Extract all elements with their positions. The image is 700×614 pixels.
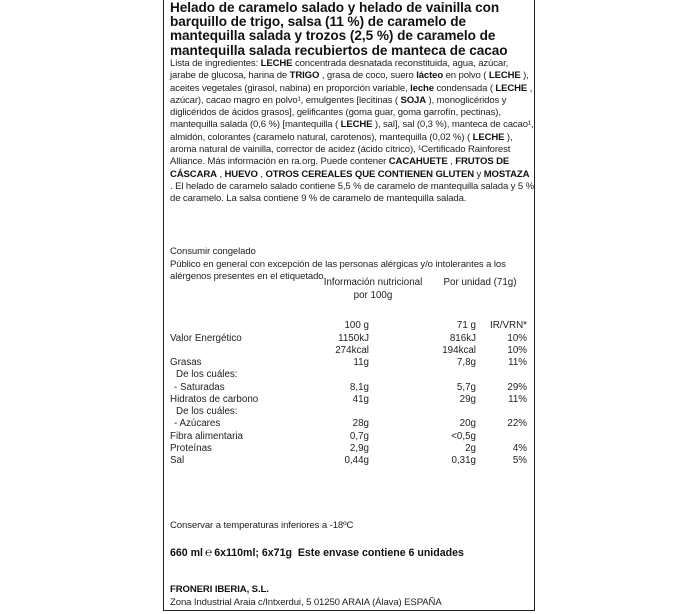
value-pct: 10%	[507, 332, 527, 344]
value-per-unit: 5,7g	[456, 381, 476, 393]
value-per-unit: 2g	[465, 442, 476, 454]
manufacturer-name: FRONERI IBERIA, S.L.	[170, 584, 269, 595]
ingredient-text: ,	[257, 168, 266, 180]
value-pct: 11%	[508, 393, 527, 405]
nutrient-label: - Azúcares	[174, 418, 221, 430]
value-per100: 0,44g	[344, 455, 369, 466]
column-label-per100: 100 g	[344, 320, 369, 331]
value-per-unit: 194kcal	[442, 344, 476, 356]
allergen-text: LECHE	[260, 58, 293, 69]
value-pct: 5%	[512, 455, 527, 466]
nutrition-row	[170, 443, 532, 455]
value-per100: 28g	[352, 418, 369, 430]
ingredient-text: ), monoglicéridos y diglicéridos de ácidos grasos], gelificantes (goma guar, goma garrofín, pectinas), mantequilla salada (0,6 %) [mantequilla (	[170, 94, 507, 131]
ingredient-text: , grasa de coco, suero	[319, 70, 417, 82]
nutrient-label: Hidratos de carbono	[170, 393, 259, 405]
nutrition-row	[170, 418, 532, 430]
allergen-text: LECHE	[472, 131, 505, 143]
value-per100: 41g	[352, 393, 369, 405]
ingredient-text: , azúcar), cacao magro en polvo¹, emulgentes [lecitinas (	[170, 82, 533, 106]
value-per-unit: 816kJ	[449, 332, 476, 344]
ingredient-text: condensada (	[433, 82, 496, 94]
storage-note: Conservar a temperaturas inferiores a -18ºC	[170, 520, 354, 531]
allergen-text: OTROS CEREALES QUE CONTIENEN GLUTEN	[265, 168, 474, 180]
value-per100: 11g	[353, 357, 369, 368]
nutrition-row	[170, 357, 532, 369]
nutrition-row	[170, 394, 532, 406]
column-label-per-unit: 71 g	[456, 320, 476, 331]
quantity-line	[170, 545, 464, 559]
allergen-text: MOSTAZA	[483, 168, 530, 180]
nutrient-label: Proteínas	[170, 442, 212, 454]
nutrient-label: - Saturadas	[174, 381, 225, 393]
ingredient-text: concentrada desnatada reconstituida, agua, azúcar, jarabe de glucosa, harina de	[170, 58, 509, 82]
value-pct: 10%	[507, 344, 527, 356]
value-per100: 0,7g	[349, 430, 369, 442]
allergen-text: FRUTOS DE CÁSCARA	[170, 156, 510, 180]
ingredient-text: ), aroma natural de vainilla, corrector de acidez (ácido cítrico), ¹Certificado Rainforest Alliance. Más información en ra.org. Puede contener	[170, 131, 513, 168]
nutrition-row	[170, 333, 532, 345]
allergen-text: TRIGO	[289, 70, 320, 82]
ingredient-text: . El helado de caramelo salado contiene 5,5 % de caramelo de mantequilla salada y 5 % de caramelo. La salsa contiene 9 % de caramelo de mantequilla salada.	[170, 180, 534, 205]
nutrient-label: Valor Energético	[170, 332, 242, 344]
nutrition-header-per100: Información nutricional por 100g	[323, 277, 423, 301]
estimate-sign-icon: ℮	[204, 545, 213, 559]
allergen-text: LECHE	[488, 70, 521, 82]
audience-note: Público en general con excepción de las personas alérgicas y/o intolerantes a los alérgenos presentes en el etiquetado.	[170, 259, 506, 283]
nutrition-row	[170, 406, 532, 418]
nutrition-header-per-unit: Por unidad (71g)	[443, 277, 517, 288]
value-per-unit: 20g	[459, 418, 476, 430]
ingredient-text: ,	[447, 156, 456, 168]
ingredient-text: Lista de ingredientes:	[170, 58, 261, 69]
allergen-text: HUEVO	[224, 168, 258, 180]
allergen-text: CACAHUETE	[388, 156, 448, 168]
value-per-unit: 29g	[459, 393, 476, 405]
value-pct: 29%	[507, 381, 527, 393]
ingredient-text: en polvo (	[443, 70, 489, 82]
nutrition-row	[170, 345, 532, 357]
nutrition-row	[170, 455, 532, 467]
manufacturer-address: Zona Industrial Araia c/Intxerdui, 5 01250 ARAIA (Álava) ESPAÑA	[170, 597, 442, 608]
ingredient-text: ), aceites vegetales (girasol, nabina) en proporción variable,	[170, 70, 529, 94]
ingredient-text: y	[473, 168, 484, 180]
allergen-text: LECHE	[495, 82, 528, 94]
unit-breakdown: 6x110ml; 6x71g	[214, 547, 292, 559]
nutrition-row	[170, 369, 532, 381]
nutrition-row	[170, 431, 532, 443]
nutrient-label: Fibra alimentaria	[170, 430, 243, 442]
value-per100: 274kcal	[335, 344, 369, 356]
value-per-unit: 7,8g	[456, 357, 476, 368]
nutrient-label: Grasas	[170, 357, 202, 368]
nutrient-label: De los cuáles:	[176, 369, 238, 381]
nutrient-label: De los cuáles:	[176, 406, 238, 417]
value-pct: 11%	[508, 357, 527, 368]
ingredient-text: ), sal], sal (0,3 %), manteca de cacao¹, almidón, colorantes (caramelo natural, carotenos), mantequilla (0,02 %) (	[170, 119, 534, 143]
ingredients-list	[170, 58, 534, 206]
product-title: Helado de caramelo salado y helado de vainilla con barquillo de trigo, salsa (11 %) de caramelo de mantequilla salada y trozos (2,5 %) de caramelo de mantequilla salada recubiertos de manteca de cacao	[170, 0, 508, 58]
value-per100: 8,1g	[349, 381, 369, 393]
allergen-text: leche	[410, 82, 434, 94]
nutrition-row	[170, 382, 532, 394]
value-per-unit: 0,31g	[451, 455, 476, 466]
value-per-unit: <0,5g	[451, 430, 476, 442]
allergen-text: SOJA	[400, 94, 427, 106]
usage-instruction: Consumir congelado	[170, 246, 256, 257]
net-volume: 660 ml	[170, 547, 203, 559]
pack-contents: Este envase contiene 6 unidades	[297, 547, 464, 559]
value-per100: 2,9g	[349, 442, 369, 454]
nutrition-column-labels	[170, 320, 532, 332]
value-per100: 1150kJ	[338, 332, 369, 344]
allergen-text: LECHE	[340, 119, 373, 131]
value-pct: 4%	[512, 442, 527, 454]
column-label-pct: IR/VRN*	[489, 320, 527, 331]
allergen-text: lácteo	[416, 70, 444, 82]
value-pct: 22%	[507, 418, 527, 430]
nutrient-label: Sal	[170, 455, 185, 466]
ingredient-text: ,	[216, 168, 225, 180]
